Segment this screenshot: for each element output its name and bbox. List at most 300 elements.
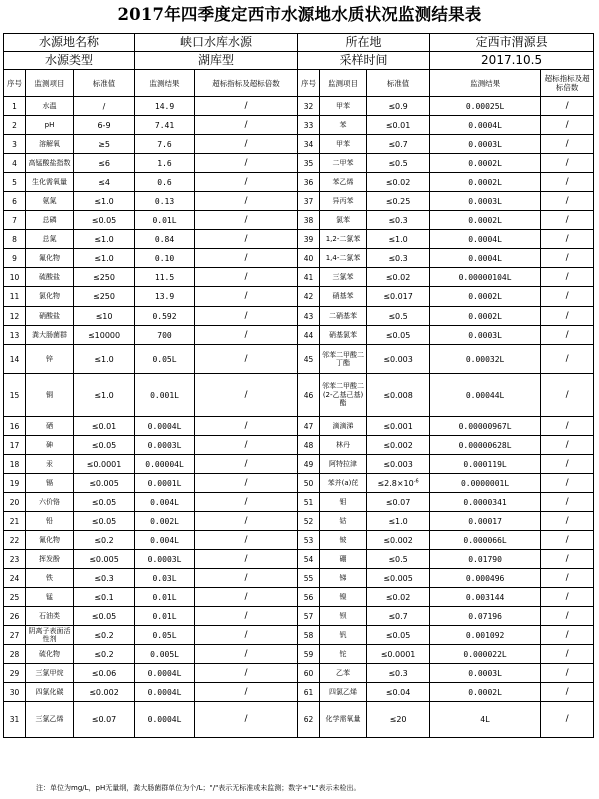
result-cell: 700 bbox=[135, 326, 195, 345]
standard-cell: ≤0.5 bbox=[367, 550, 430, 569]
exceed-cell: / bbox=[541, 683, 594, 702]
standard-cell: ≤0.008 bbox=[367, 374, 430, 417]
result-cell: 0.0003L bbox=[430, 664, 541, 683]
result-cell: 0.0004L bbox=[135, 417, 195, 436]
item-cell: 硝酸盐 bbox=[26, 307, 74, 326]
table-row bbox=[4, 154, 594, 173]
seq-cell: 37 bbox=[298, 192, 320, 211]
standard-cell: ≤0.3 bbox=[367, 211, 430, 230]
seq-cell: 54 bbox=[298, 550, 320, 569]
exceed-cell: / bbox=[195, 230, 298, 249]
item-cell: 钒 bbox=[320, 626, 367, 645]
standard-cell: ≥5 bbox=[74, 135, 135, 154]
item-cell: 锌 bbox=[26, 345, 74, 374]
seq-cell: 41 bbox=[298, 268, 320, 287]
seq-cell: 51 bbox=[298, 493, 320, 512]
exceed-cell: / bbox=[195, 569, 298, 588]
result-cell: 0.000066L bbox=[430, 531, 541, 550]
result-cell: 0.005L bbox=[135, 645, 195, 664]
result-cell: 0.0000001L bbox=[430, 474, 541, 493]
seq-cell: 39 bbox=[298, 230, 320, 249]
standard-cell: ≤0.05 bbox=[367, 326, 430, 345]
result-cell: 0.01L bbox=[135, 607, 195, 626]
seq-cell: 36 bbox=[298, 173, 320, 192]
item-cell: 生化需氧量 bbox=[26, 173, 74, 192]
table-row bbox=[4, 664, 594, 683]
standard-cell: ≤0.2 bbox=[74, 645, 135, 664]
item-cell: 甲苯 bbox=[320, 135, 367, 154]
exceed-cell: / bbox=[195, 436, 298, 455]
exceed-cell: / bbox=[541, 249, 594, 268]
standard-cell: ≤4 bbox=[74, 173, 135, 192]
table-row bbox=[4, 645, 594, 664]
exceed-cell: / bbox=[195, 249, 298, 268]
standard-cell: ≤0.05 bbox=[74, 436, 135, 455]
item-cell: 异丙苯 bbox=[320, 192, 367, 211]
result-cell: 0.0002L bbox=[430, 154, 541, 173]
exceed-cell: / bbox=[195, 326, 298, 345]
item-cell: 石油类 bbox=[26, 607, 74, 626]
table-row bbox=[4, 287, 594, 307]
result-cell: 0.0002L bbox=[430, 173, 541, 192]
item-cell: 硫酸盐 bbox=[26, 268, 74, 287]
item-cell: 邻苯二甲酸二(2-乙基己基)酯 bbox=[320, 374, 367, 417]
standard-cell: ≤0.003 bbox=[367, 455, 430, 474]
seq-cell: 4 bbox=[4, 154, 26, 173]
item-cell: 苯 bbox=[320, 116, 367, 135]
exceed-cell: / bbox=[195, 374, 298, 417]
result-cell: 0.0000341 bbox=[430, 493, 541, 512]
seq-cell: 30 bbox=[4, 683, 26, 702]
result-cell: 0.01790 bbox=[430, 550, 541, 569]
table-row bbox=[4, 417, 594, 436]
item-cell: 氨氮 bbox=[26, 192, 74, 211]
item-cell: 三氯甲烷 bbox=[26, 664, 74, 683]
result-cell: 0.07196 bbox=[430, 607, 541, 626]
exceed-cell: / bbox=[541, 326, 594, 345]
result-cell: 0.01L bbox=[135, 211, 195, 230]
table-row bbox=[4, 268, 594, 287]
item-cell: 邻苯二甲酸二丁酯 bbox=[320, 345, 367, 374]
exceed-cell: / bbox=[195, 345, 298, 374]
standard-cell: ≤0.25 bbox=[367, 192, 430, 211]
seq-cell: 7 bbox=[4, 211, 26, 230]
location-value: 定西市渭源县 bbox=[430, 34, 594, 52]
seq-cell: 11 bbox=[4, 287, 26, 307]
exceed-cell: / bbox=[541, 417, 594, 436]
header-row-source bbox=[4, 34, 594, 52]
item-cell: 挥发酚 bbox=[26, 550, 74, 569]
source-name-value: 峡口水库水源 bbox=[135, 34, 298, 52]
header-row-type bbox=[4, 52, 594, 70]
table-row bbox=[4, 211, 594, 230]
sample-time-label: 采样时间 bbox=[298, 52, 430, 70]
item-cell: 高锰酸盐指数 bbox=[26, 154, 74, 173]
table-row bbox=[4, 249, 594, 268]
seq-cell: 32 bbox=[298, 97, 320, 116]
table-row bbox=[4, 683, 594, 702]
exceed-cell: / bbox=[195, 626, 298, 645]
result-cell: 0.0003L bbox=[135, 436, 195, 455]
item-cell: 甲苯 bbox=[320, 97, 367, 116]
seq-cell: 43 bbox=[298, 307, 320, 326]
exceed-cell: / bbox=[541, 268, 594, 287]
exceed-cell: / bbox=[541, 374, 594, 417]
standard-cell: ≤0.01 bbox=[367, 116, 430, 135]
table-row bbox=[4, 626, 594, 645]
seq-cell: 53 bbox=[298, 531, 320, 550]
result-cell: 0.0003L bbox=[430, 326, 541, 345]
result-cell: 0.000496 bbox=[430, 569, 541, 588]
standard-cell: ≤0.3 bbox=[367, 664, 430, 683]
footnote: 注：单位为mg/L，pH无量纲，粪大肠菌群单位为个/L；"/"表示无标准或未监测；数字+"L"表示未检出。 bbox=[36, 784, 361, 792]
result-cell: 0.00025L bbox=[430, 97, 541, 116]
standard-cell: ≤0.003 bbox=[367, 345, 430, 374]
exceed-cell: / bbox=[541, 531, 594, 550]
table-row bbox=[4, 374, 594, 417]
seq-cell: 42 bbox=[298, 287, 320, 307]
item-cell: 四氯化碳 bbox=[26, 683, 74, 702]
standard-cell: ≤0.005 bbox=[367, 569, 430, 588]
standard-cell: ≤1.0 bbox=[74, 230, 135, 249]
result-cell: 0.0002L bbox=[430, 307, 541, 326]
result-cell: 1.6 bbox=[135, 154, 195, 173]
result-cell: 0.00000104L bbox=[430, 268, 541, 287]
item-cell: 水温 bbox=[26, 97, 74, 116]
result-cell: 0.05L bbox=[135, 345, 195, 374]
result-cell: 0.00032L bbox=[430, 345, 541, 374]
result-cell: 0.01L bbox=[135, 588, 195, 607]
result-cell: 0.0004L bbox=[430, 249, 541, 268]
col-standard-right: 标准值 bbox=[367, 70, 430, 97]
exceed-cell: / bbox=[195, 683, 298, 702]
exceed-cell: / bbox=[195, 116, 298, 135]
exceed-cell: / bbox=[195, 645, 298, 664]
exceed-cell: / bbox=[541, 173, 594, 192]
seq-cell: 49 bbox=[298, 455, 320, 474]
item-cell: 铅 bbox=[26, 512, 74, 531]
col-standard: 标准值 bbox=[74, 70, 135, 97]
page-title: 2017年四季度定西市水源地水质状况监测结果表 bbox=[117, 5, 482, 24]
source-name-label: 水源地名称 bbox=[4, 34, 135, 52]
exceed-cell: / bbox=[541, 702, 594, 738]
item-cell: 氯苯 bbox=[320, 211, 367, 230]
item-cell: 滴滴涕 bbox=[320, 417, 367, 436]
standard-cell: ≤0.05 bbox=[74, 493, 135, 512]
result-cell: 0.0004L bbox=[430, 116, 541, 135]
standard-cell: ≤0.017 bbox=[367, 287, 430, 307]
exceed-cell: / bbox=[541, 512, 594, 531]
exceed-cell: / bbox=[541, 436, 594, 455]
result-cell: 0.000022L bbox=[430, 645, 541, 664]
standard-cell: ≤0.9 bbox=[367, 97, 430, 116]
result-cell: 14.9 bbox=[135, 97, 195, 116]
exceed-cell: / bbox=[195, 417, 298, 436]
standard-cell: ≤0.05 bbox=[367, 626, 430, 645]
item-cell: 砷 bbox=[26, 436, 74, 455]
seq-cell: 1 bbox=[4, 97, 26, 116]
item-cell: 溶解氧 bbox=[26, 135, 74, 154]
standard-cell: ≤10000 bbox=[74, 326, 135, 345]
seq-cell: 13 bbox=[4, 326, 26, 345]
standard-cell: ≤0.1 bbox=[74, 588, 135, 607]
exceed-cell: / bbox=[195, 287, 298, 307]
item-cell: 锑 bbox=[320, 569, 367, 588]
exceed-cell: / bbox=[195, 135, 298, 154]
standard-cell: ≤0.3 bbox=[367, 249, 430, 268]
standard-cell: ≤250 bbox=[74, 287, 135, 307]
exceed-cell: / bbox=[541, 645, 594, 664]
item-cell: 锰 bbox=[26, 588, 74, 607]
table-row bbox=[4, 230, 594, 249]
col-exceed-right: 超标指标及超标倍数 bbox=[541, 70, 594, 97]
seq-cell: 55 bbox=[298, 569, 320, 588]
seq-cell: 56 bbox=[298, 588, 320, 607]
exceed-cell: / bbox=[195, 268, 298, 287]
exceed-cell: / bbox=[195, 588, 298, 607]
item-cell: 钡 bbox=[320, 607, 367, 626]
result-cell: 0.0004L bbox=[135, 702, 195, 738]
standard-cell: ≤0.005 bbox=[74, 550, 135, 569]
result-cell: 0.001L bbox=[135, 374, 195, 417]
item-cell: 苯乙烯 bbox=[320, 173, 367, 192]
col-item: 监测项目 bbox=[26, 70, 74, 97]
standard-cell: ≤0.06 bbox=[74, 664, 135, 683]
exceed-cell: / bbox=[195, 97, 298, 116]
item-cell: 铁 bbox=[26, 569, 74, 588]
item-cell: 二甲苯 bbox=[320, 154, 367, 173]
result-cell: 0.003144 bbox=[430, 588, 541, 607]
item-cell: 铊 bbox=[320, 645, 367, 664]
item-cell: 钼 bbox=[320, 493, 367, 512]
seq-cell: 44 bbox=[298, 326, 320, 345]
result-cell: 0.0003L bbox=[135, 550, 195, 569]
item-cell: 六价铬 bbox=[26, 493, 74, 512]
result-cell: 0.592 bbox=[135, 307, 195, 326]
location-label: 所在地 bbox=[298, 34, 430, 52]
item-cell: 二硝基苯 bbox=[320, 307, 367, 326]
item-cell: 三氯乙烯 bbox=[26, 702, 74, 738]
seq-cell: 57 bbox=[298, 607, 320, 626]
item-cell: 硫化物 bbox=[26, 645, 74, 664]
standard-cell: ≤0.7 bbox=[367, 135, 430, 154]
standard-cell: ≤0.5 bbox=[367, 154, 430, 173]
item-cell: 氰化物 bbox=[26, 531, 74, 550]
exceed-cell: / bbox=[541, 550, 594, 569]
exceed-cell: / bbox=[541, 307, 594, 326]
table-row bbox=[4, 307, 594, 326]
standard-cell: ≤1.0 bbox=[74, 374, 135, 417]
result-cell: 0.6 bbox=[135, 173, 195, 192]
table-row bbox=[4, 326, 594, 345]
standard-cell: ≤0.02 bbox=[367, 588, 430, 607]
item-cell: 化学需氧量 bbox=[320, 702, 367, 738]
table-row bbox=[4, 550, 594, 569]
table-row bbox=[4, 135, 594, 154]
exceed-cell: / bbox=[541, 211, 594, 230]
table-row bbox=[4, 192, 594, 211]
exceed-cell: / bbox=[195, 702, 298, 738]
table-row bbox=[4, 345, 594, 374]
exceed-cell: / bbox=[195, 531, 298, 550]
standard-cell: ≤0.05 bbox=[74, 607, 135, 626]
exceed-cell: / bbox=[195, 512, 298, 531]
seq-cell: 60 bbox=[298, 664, 320, 683]
exceed-cell: / bbox=[541, 97, 594, 116]
col-result: 监测结果 bbox=[135, 70, 195, 97]
standard-cell: ≤1.0 bbox=[74, 249, 135, 268]
standard-cell: ≤0.02 bbox=[367, 268, 430, 287]
exceed-cell: / bbox=[195, 474, 298, 493]
seq-cell: 58 bbox=[298, 626, 320, 645]
exceed-cell: / bbox=[541, 154, 594, 173]
standard-cell: ≤0.3 bbox=[74, 569, 135, 588]
standard-cell: ≤0.002 bbox=[367, 436, 430, 455]
column-header-row bbox=[4, 70, 594, 97]
exceed-cell: / bbox=[541, 588, 594, 607]
seq-cell: 2 bbox=[4, 116, 26, 135]
seq-cell: 8 bbox=[4, 230, 26, 249]
sample-time-value: 2017.10.5 bbox=[430, 52, 594, 70]
seq-cell: 16 bbox=[4, 417, 26, 436]
item-cell: 苯并(a)芘 bbox=[320, 474, 367, 493]
standard-cell: ≤0.04 bbox=[367, 683, 430, 702]
standard-cell: ≤0.002 bbox=[74, 683, 135, 702]
exceed-cell: / bbox=[541, 192, 594, 211]
item-cell: 硝基氯苯 bbox=[320, 326, 367, 345]
standard-cell: 6-9 bbox=[74, 116, 135, 135]
table-row bbox=[4, 569, 594, 588]
seq-cell: 40 bbox=[298, 249, 320, 268]
standard-cell: ≤0.02 bbox=[367, 173, 430, 192]
exceed-cell: / bbox=[195, 211, 298, 230]
item-cell: 四氯乙烯 bbox=[320, 683, 367, 702]
table-row bbox=[4, 116, 594, 135]
exceed-cell: / bbox=[541, 345, 594, 374]
item-cell: 乙苯 bbox=[320, 664, 367, 683]
result-cell: 0.00004L bbox=[135, 455, 195, 474]
item-cell: 镍 bbox=[320, 588, 367, 607]
result-cell: 0.00044L bbox=[430, 374, 541, 417]
standard-cell: ≤1.0 bbox=[367, 512, 430, 531]
seq-cell: 33 bbox=[298, 116, 320, 135]
seq-cell: 52 bbox=[298, 512, 320, 531]
result-cell: 7.6 bbox=[135, 135, 195, 154]
seq-cell: 26 bbox=[4, 607, 26, 626]
exceed-cell: / bbox=[541, 493, 594, 512]
seq-cell: 9 bbox=[4, 249, 26, 268]
type-value: 湖库型 bbox=[135, 52, 298, 70]
standard-cell: ≤6 bbox=[74, 154, 135, 173]
result-cell: 0.0003L bbox=[430, 135, 541, 154]
standard-cell: $\le 2.8\times 10^{-6}$ bbox=[367, 474, 430, 493]
seq-cell: 19 bbox=[4, 474, 26, 493]
item-cell: 阿特拉津 bbox=[320, 455, 367, 474]
seq-cell: 25 bbox=[4, 588, 26, 607]
standard-cell: ≤0.07 bbox=[74, 702, 135, 738]
table-row bbox=[4, 436, 594, 455]
table-row bbox=[4, 512, 594, 531]
standard-cell: ≤0.0001 bbox=[74, 455, 135, 474]
item-cell: 氟化物 bbox=[26, 249, 74, 268]
result-cell: 0.004L bbox=[135, 531, 195, 550]
seq-cell: 18 bbox=[4, 455, 26, 474]
exceed-cell: / bbox=[195, 493, 298, 512]
exceed-cell: / bbox=[541, 664, 594, 683]
exceed-cell: / bbox=[195, 192, 298, 211]
exceed-cell: / bbox=[541, 455, 594, 474]
standard-cell: ≤1.0 bbox=[367, 230, 430, 249]
item-cell: 汞 bbox=[26, 455, 74, 474]
standard-cell: ≤10 bbox=[74, 307, 135, 326]
standard-cell: ≤250 bbox=[74, 268, 135, 287]
table-row bbox=[4, 607, 594, 626]
item-cell: pH bbox=[26, 116, 74, 135]
seq-cell: 59 bbox=[298, 645, 320, 664]
standard-cell: ≤1.0 bbox=[74, 345, 135, 374]
standard-cell: ≤1.0 bbox=[74, 192, 135, 211]
item-cell: 铜 bbox=[26, 374, 74, 417]
seq-cell: 17 bbox=[4, 436, 26, 455]
seq-cell: 22 bbox=[4, 531, 26, 550]
standard-cell: ≤0.2 bbox=[74, 626, 135, 645]
seq-cell: 5 bbox=[4, 173, 26, 192]
seq-cell: 15 bbox=[4, 374, 26, 417]
item-cell: 铍 bbox=[320, 531, 367, 550]
exceed-cell: / bbox=[541, 135, 594, 154]
seq-cell: 6 bbox=[4, 192, 26, 211]
result-cell: 0.0004L bbox=[135, 664, 195, 683]
seq-cell: 3 bbox=[4, 135, 26, 154]
result-cell: 0.001092 bbox=[430, 626, 541, 645]
seq-cell: 23 bbox=[4, 550, 26, 569]
result-cell: 0.03L bbox=[135, 569, 195, 588]
seq-cell: 14 bbox=[4, 345, 26, 374]
result-cell: 0.0003L bbox=[430, 192, 541, 211]
exceed-cell: / bbox=[541, 230, 594, 249]
item-cell: 总磷 bbox=[26, 211, 74, 230]
item-cell: 1,2-二氯苯 bbox=[320, 230, 367, 249]
seq-cell: 21 bbox=[4, 512, 26, 531]
result-cell: 0.05L bbox=[135, 626, 195, 645]
table-row bbox=[4, 173, 594, 192]
standard-cell: ≤0.2 bbox=[74, 531, 135, 550]
item-cell: 1,4-二氯苯 bbox=[320, 249, 367, 268]
exceed-cell: / bbox=[195, 455, 298, 474]
standard-cell: ≤0.5 bbox=[367, 307, 430, 326]
item-cell: 硒 bbox=[26, 417, 74, 436]
exceed-cell: / bbox=[195, 173, 298, 192]
seq-cell: 46 bbox=[298, 374, 320, 417]
item-cell: 镉 bbox=[26, 474, 74, 493]
exceed-cell: / bbox=[195, 550, 298, 569]
result-cell: 13.9 bbox=[135, 287, 195, 307]
standard-cell: ≤0.01 bbox=[74, 417, 135, 436]
item-cell: 钴 bbox=[320, 512, 367, 531]
standard-cell: ≤0.05 bbox=[74, 211, 135, 230]
seq-cell: 34 bbox=[298, 135, 320, 154]
standard-cell: ≤0.001 bbox=[367, 417, 430, 436]
result-cell: 0.13 bbox=[135, 192, 195, 211]
result-cell: 0.10 bbox=[135, 249, 195, 268]
result-cell: 0.000119L bbox=[430, 455, 541, 474]
seq-cell: 28 bbox=[4, 645, 26, 664]
col-item-right: 监测项目 bbox=[320, 70, 367, 97]
result-cell: 7.41 bbox=[135, 116, 195, 135]
result-cell: 0.00000967L bbox=[430, 417, 541, 436]
result-cell: 0.0001L bbox=[135, 474, 195, 493]
seq-cell: 38 bbox=[298, 211, 320, 230]
